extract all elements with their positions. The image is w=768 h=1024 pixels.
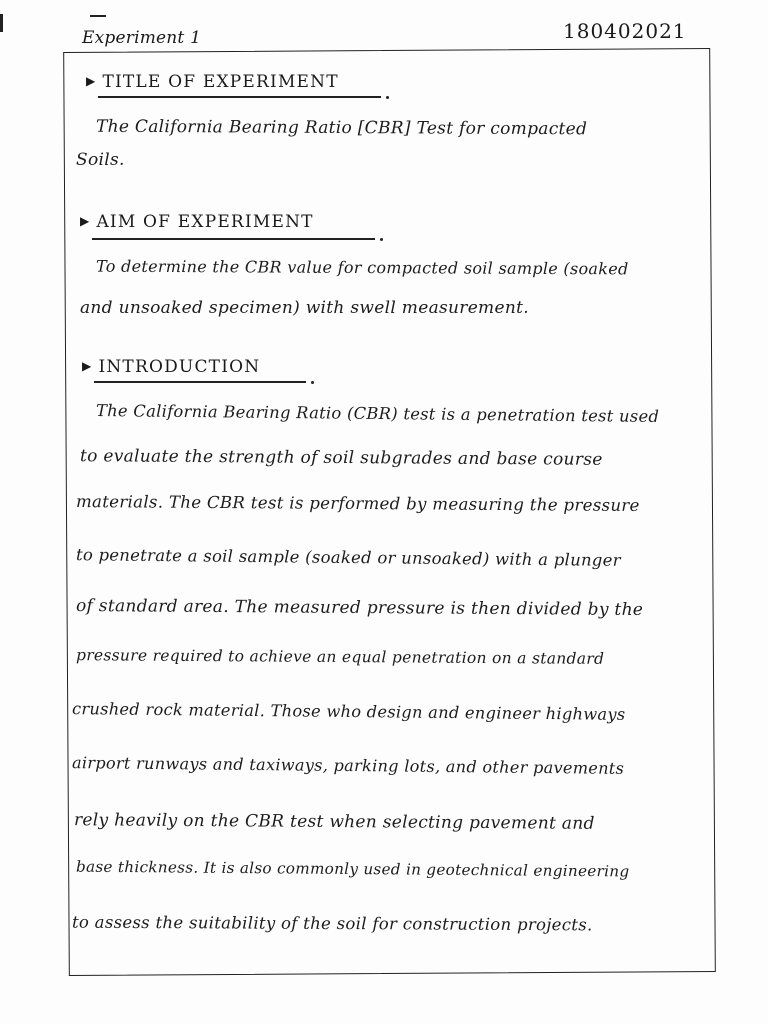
intro-line: to penetrate a soil sample (soaked or unsoaked) with a plunger (75, 545, 621, 570)
intro-line: rely heavily on the CBR test when selecting pavement and (73, 810, 595, 834)
intro-line: to evaluate the strength of soil subgrades and base course (79, 446, 603, 470)
intro-line: The California Bearing Ratio (CBR) test is a penetration test used (95, 401, 660, 426)
introduction-heading-text: INTRODUCTION (98, 357, 261, 377)
title-line: The California Bearing Ratio [CBR] Test for compacted (95, 116, 588, 140)
bullet-triangle-icon: ▶ (82, 359, 93, 373)
aim-section-heading (80, 212, 314, 232)
aim-heading-text: AIM OF EXPERIMENT (96, 212, 314, 232)
intro-line: crushed rock material. Those who design and engineer highways (71, 699, 626, 724)
title-section-heading (86, 72, 339, 92)
aim-heading-underline (92, 238, 375, 240)
title-line: Soils. (76, 150, 125, 170)
intro-line: airport runways and taxiways, parking lots, and other pavements (71, 753, 625, 778)
aim-line: To determine the CBR value for compacted soil sample (soaked (95, 256, 629, 279)
page-edge-mark (0, 14, 3, 32)
introduction-heading-underline (94, 381, 306, 383)
bullet-triangle-icon: ▶ (86, 74, 97, 88)
aim-line: and unsoaked specimen) with swell measurement. (80, 298, 529, 318)
bullet-triangle-icon: ▶ (80, 214, 91, 228)
intro-line: base thickness. It is also commonly used in geotechnical engineering (75, 857, 630, 881)
experiment-label: Experiment 1 (82, 28, 202, 48)
student-id: 180402021 (563, 19, 687, 43)
pen-dash-mark (90, 15, 106, 17)
intro-line: of standard area. The measured pressure is then divided by the (75, 596, 644, 620)
title-heading-text: TITLE OF EXPERIMENT (102, 72, 339, 92)
intro-line: materials. The CBR test is performed by measuring the pressure (75, 492, 640, 515)
introduction-section-heading (82, 357, 260, 377)
intro-line: to assess the suitability of the soil for construction projects. (71, 912, 593, 935)
title-heading-underline (98, 96, 381, 98)
intro-line: pressure required to achieve an equal penetration on a standard (75, 646, 605, 668)
